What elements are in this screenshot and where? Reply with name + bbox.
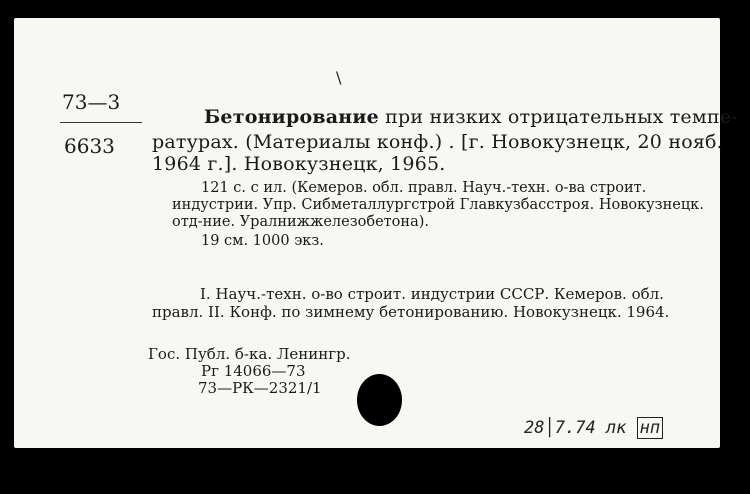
call-number-bottom: 6633 <box>64 134 115 158</box>
size-line: 19 см. 1000 экз. <box>201 233 324 249</box>
call-number-top: 73—3 <box>62 90 121 114</box>
title-line-3: 1964 г.]. Новокузнецк, 1965. <box>152 153 446 175</box>
handwritten-mid: 7.74 лк <box>554 418 627 438</box>
card-punch-hole <box>357 374 402 426</box>
handwritten-box: нп <box>637 417 663 439</box>
title-line-2: ратурах. (Материалы конф.) . [г. Новокузнецк, 20 нояб. <box>152 131 723 153</box>
desc-line-1: 121 с. с ил. (Кемеров. обл. правл. Науч.-техн. о-ва строит. <box>201 180 647 196</box>
subject-line-1: I. Науч.-техн. о-во строит. индустрии СССР. Кемеров. обл. <box>200 285 664 303</box>
title-line-1-rest: при низких отрицательных темпе- <box>378 106 738 128</box>
library-name: Гос. Публ. б-ка. Ленингр. <box>148 345 351 363</box>
handwritten-prefix: 28 <box>524 418 545 438</box>
tick-mark: \ <box>336 68 342 87</box>
title-line-1 <box>204 106 738 128</box>
desc-line-2: индустрии. Упр. Сибметаллургстрой Главкузбасстроя. Новокузнецк. <box>172 197 704 213</box>
stamp-line-2: 73—РК—2321/1 <box>198 379 322 397</box>
call-number-rule <box>60 122 142 123</box>
stamp-line-1: Рг 14066—73 <box>201 362 306 380</box>
handwritten-note: 28│7.74 лк нп <box>524 418 663 438</box>
subject-line-2: правл. II. Конф. по зимнему бетонированию. Новокузнецк. 1964. <box>152 303 670 321</box>
title-bold: Бетонирование <box>204 106 379 128</box>
desc-line-3: отд-ние. Уралнижжелезобетона). <box>172 214 429 230</box>
catalog-card <box>14 18 738 448</box>
